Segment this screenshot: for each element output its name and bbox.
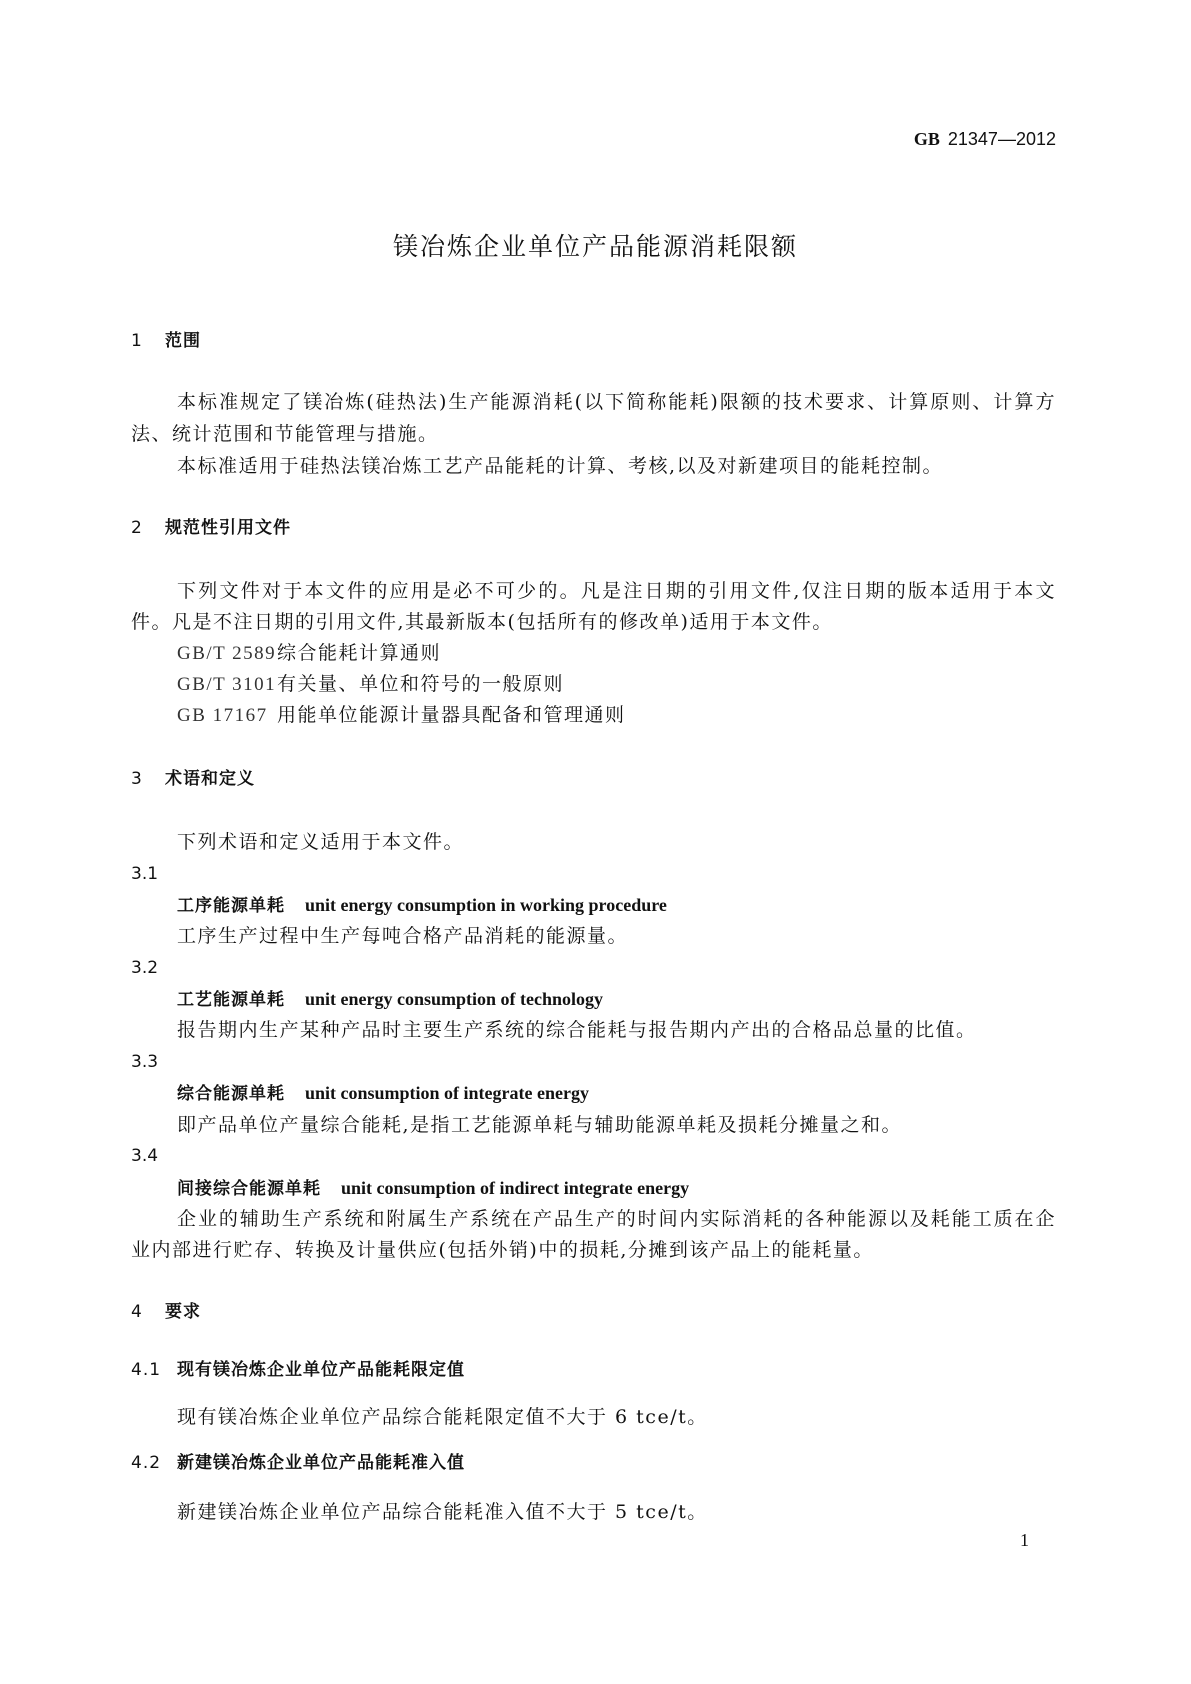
paragraph-line: 下列文件对于本文件的应用是必不可少的。凡是注日期的引用文件,仅注日期的版本适用于本文: [177, 580, 1056, 602]
term-definition: 报告期内生产某种产品时主要生产系统的综合能耗与报告期内产出的合格品总量的比值。: [177, 1019, 977, 1041]
section-heading-requirements: 4 要求: [131, 1302, 201, 1322]
term-definition: 企业的辅助生产系统和附属生产系统在产品生产的时间内实际消耗的各种能源以及耗能工质在企: [177, 1208, 1056, 1230]
paragraph-line: 新建镁冶炼企业单位产品综合能耗准入值不大于 5 tce/t。: [177, 1501, 708, 1523]
term-title: 间接综合能源单耗 unit consumption of indirect integrate energy: [177, 1178, 690, 1199]
page-number: 1: [1020, 1530, 1029, 1550]
paragraph-line: 现有镁冶炼企业单位产品综合能耗限定值不大于 6 tce/t。: [177, 1406, 708, 1428]
paragraph-line: 本标准规定了镁冶炼(硅热法)生产能源消耗(以下简称能耗)限额的技术要求、计算原则、计算方: [177, 391, 1056, 413]
paragraph-line: 本标准适用于硅热法镁冶炼工艺产品能耗的计算、考核,以及对新建项目的能耗控制。: [177, 455, 944, 477]
term-definition: 即产品单位产量综合能耗,是指工艺能源单耗与辅助能源单耗及损耗分摊量之和。: [177, 1114, 903, 1136]
term-number: 3.1: [131, 864, 159, 884]
subsection-heading: 4.2 新建镁冶炼企业单位产品能耗准入值: [131, 1453, 465, 1473]
term-title: 综合能源单耗 unit consumption of integrate energy: [177, 1083, 589, 1104]
standard-number: GB 21347—2012: [913, 129, 1056, 149]
section-heading-normative-references: 2 规范性引用文件: [131, 518, 291, 538]
term-number: 3.4: [131, 1146, 159, 1166]
paragraph-line: 件。凡是不注日期的引用文件,其最新版本(包括所有的修改单)适用于本文件。: [131, 611, 833, 633]
subsection-heading: 4.1 现有镁冶炼企业单位产品能耗限定值: [131, 1360, 465, 1380]
term-title: 工艺能源单耗 unit energy consumption of technology: [177, 989, 604, 1010]
term-number: 3.2: [131, 958, 159, 978]
paragraph-line: 下列术语和定义适用于本文件。: [177, 831, 465, 853]
term-number: 3.3: [131, 1052, 159, 1072]
term-definition: 业内部进行贮存、转换及计量供应(包括外销)中的损耗,分摊到该产品上的能耗量。: [131, 1239, 874, 1261]
section-heading-terms: 3 术语和定义: [131, 769, 255, 789]
paragraph-line: 法、统计范围和节能管理与措施。: [131, 423, 439, 445]
reference-item: GB/T 2589综合能耗计算通则: [177, 642, 442, 664]
reference-item: GB/T 3101有关量、单位和符号的一般原则: [177, 673, 565, 695]
document-title: 镁冶炼企业单位产品能源消耗限额: [392, 232, 798, 261]
section-heading-scope: 1 范围: [131, 331, 201, 351]
reference-item: GB 17167 用能单位能源计量器具配备和管理通则: [177, 704, 626, 726]
term-title: 工序能源单耗 unit energy consumption in working procedure: [177, 895, 667, 916]
term-definition: 工序生产过程中生产每吨合格产品消耗的能源量。: [177, 925, 629, 947]
